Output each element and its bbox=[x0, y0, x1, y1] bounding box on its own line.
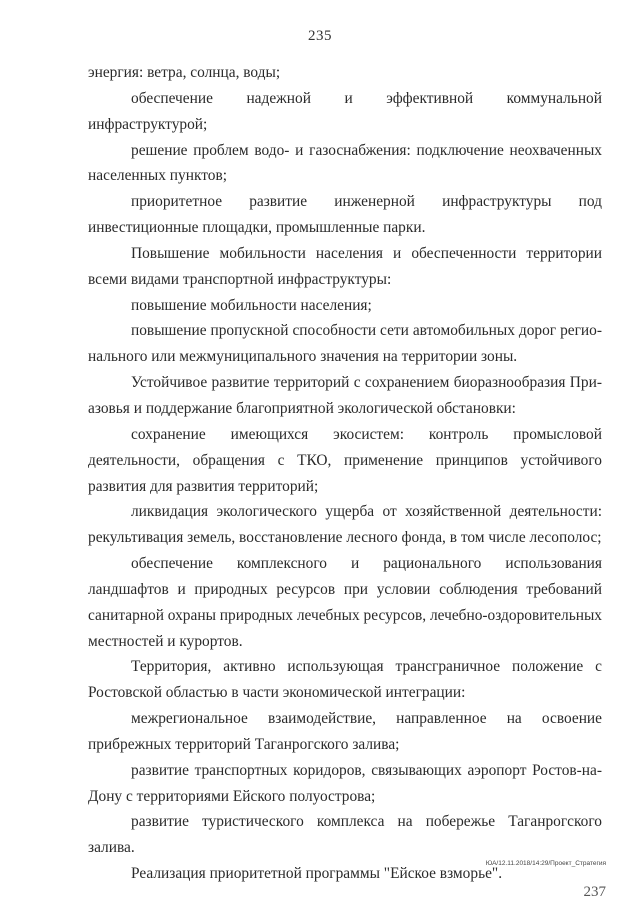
page-number-top: 235 bbox=[308, 28, 332, 44]
page-number-bottom: 237 bbox=[583, 884, 606, 900]
paragraph: развитие транспортных коридоров, связывающих аэропорт Ростов-на-Дону с территориями Ейского полуострова; bbox=[88, 761, 602, 805]
paragraph: ликвидация экологического ущерба от хозяйственной деятельности: рекультивация земель, восстановление лесного фонда, в том числе лесополос; bbox=[88, 503, 602, 547]
paragraph: Реализация приоритетной программы "Ейское взморье". bbox=[131, 865, 503, 883]
paragraph: развитие туристического комплекса на побережье Таганрогского залива. bbox=[88, 813, 602, 857]
paragraph: Устойчивое развитие территорий с сохранением биоразнообразия Приазовья и поддержание благоприятной экологической обстановки: bbox=[88, 374, 602, 417]
paragraph: Повышение мобильности населения и обеспеченности территории всеми видами транспортной инфраструктуры: bbox=[88, 244, 602, 288]
paragraph: повышение мобильности населения; bbox=[131, 296, 372, 314]
paragraph: решение проблем водо- и газоснабжения: подключение неохваченных населенных пунктов; bbox=[88, 141, 602, 185]
paragraph: обеспечение комплексного и рационального использования ландшафтов и природных ресурсов при условии соблюдения требований санитарной охраны природных лечебных ресурсов, лечебно-оздоровительных местностей и курортов. bbox=[88, 555, 602, 650]
paragraph: Территория, активно использующая трансграничное положение с Ростовской областью в части экономической интеграции: bbox=[88, 658, 602, 702]
paragraph: обеспечение надежной и эффективной коммунальной инфраструктурой; bbox=[88, 89, 602, 133]
paragraph: сохранение имеющихся экосистем: контроль промысловой деятельности, обращения с ТКО, применение принципов устойчивого развития для развития территорий; bbox=[88, 425, 602, 495]
document-stamp: ЮА/12.11.2018/14:29/Проект_Стратегия bbox=[485, 860, 606, 867]
paragraph: межрегиональное взаимодействие, направленное на освоение прибрежных территорий Таганрогского залива; bbox=[88, 710, 602, 753]
paragraph: приоритетное развитие инженерной инфраструктуры под инвестиционные площадки, промышленные парки. bbox=[88, 193, 602, 237]
paragraph: энергия: ветра, солнца, воды; bbox=[88, 64, 281, 81]
paragraph: повышение пропускной способности сети автомобильных дорог регионального или межмуниципального значения на территории зоны. bbox=[88, 322, 602, 366]
body-text bbox=[88, 60, 602, 887]
